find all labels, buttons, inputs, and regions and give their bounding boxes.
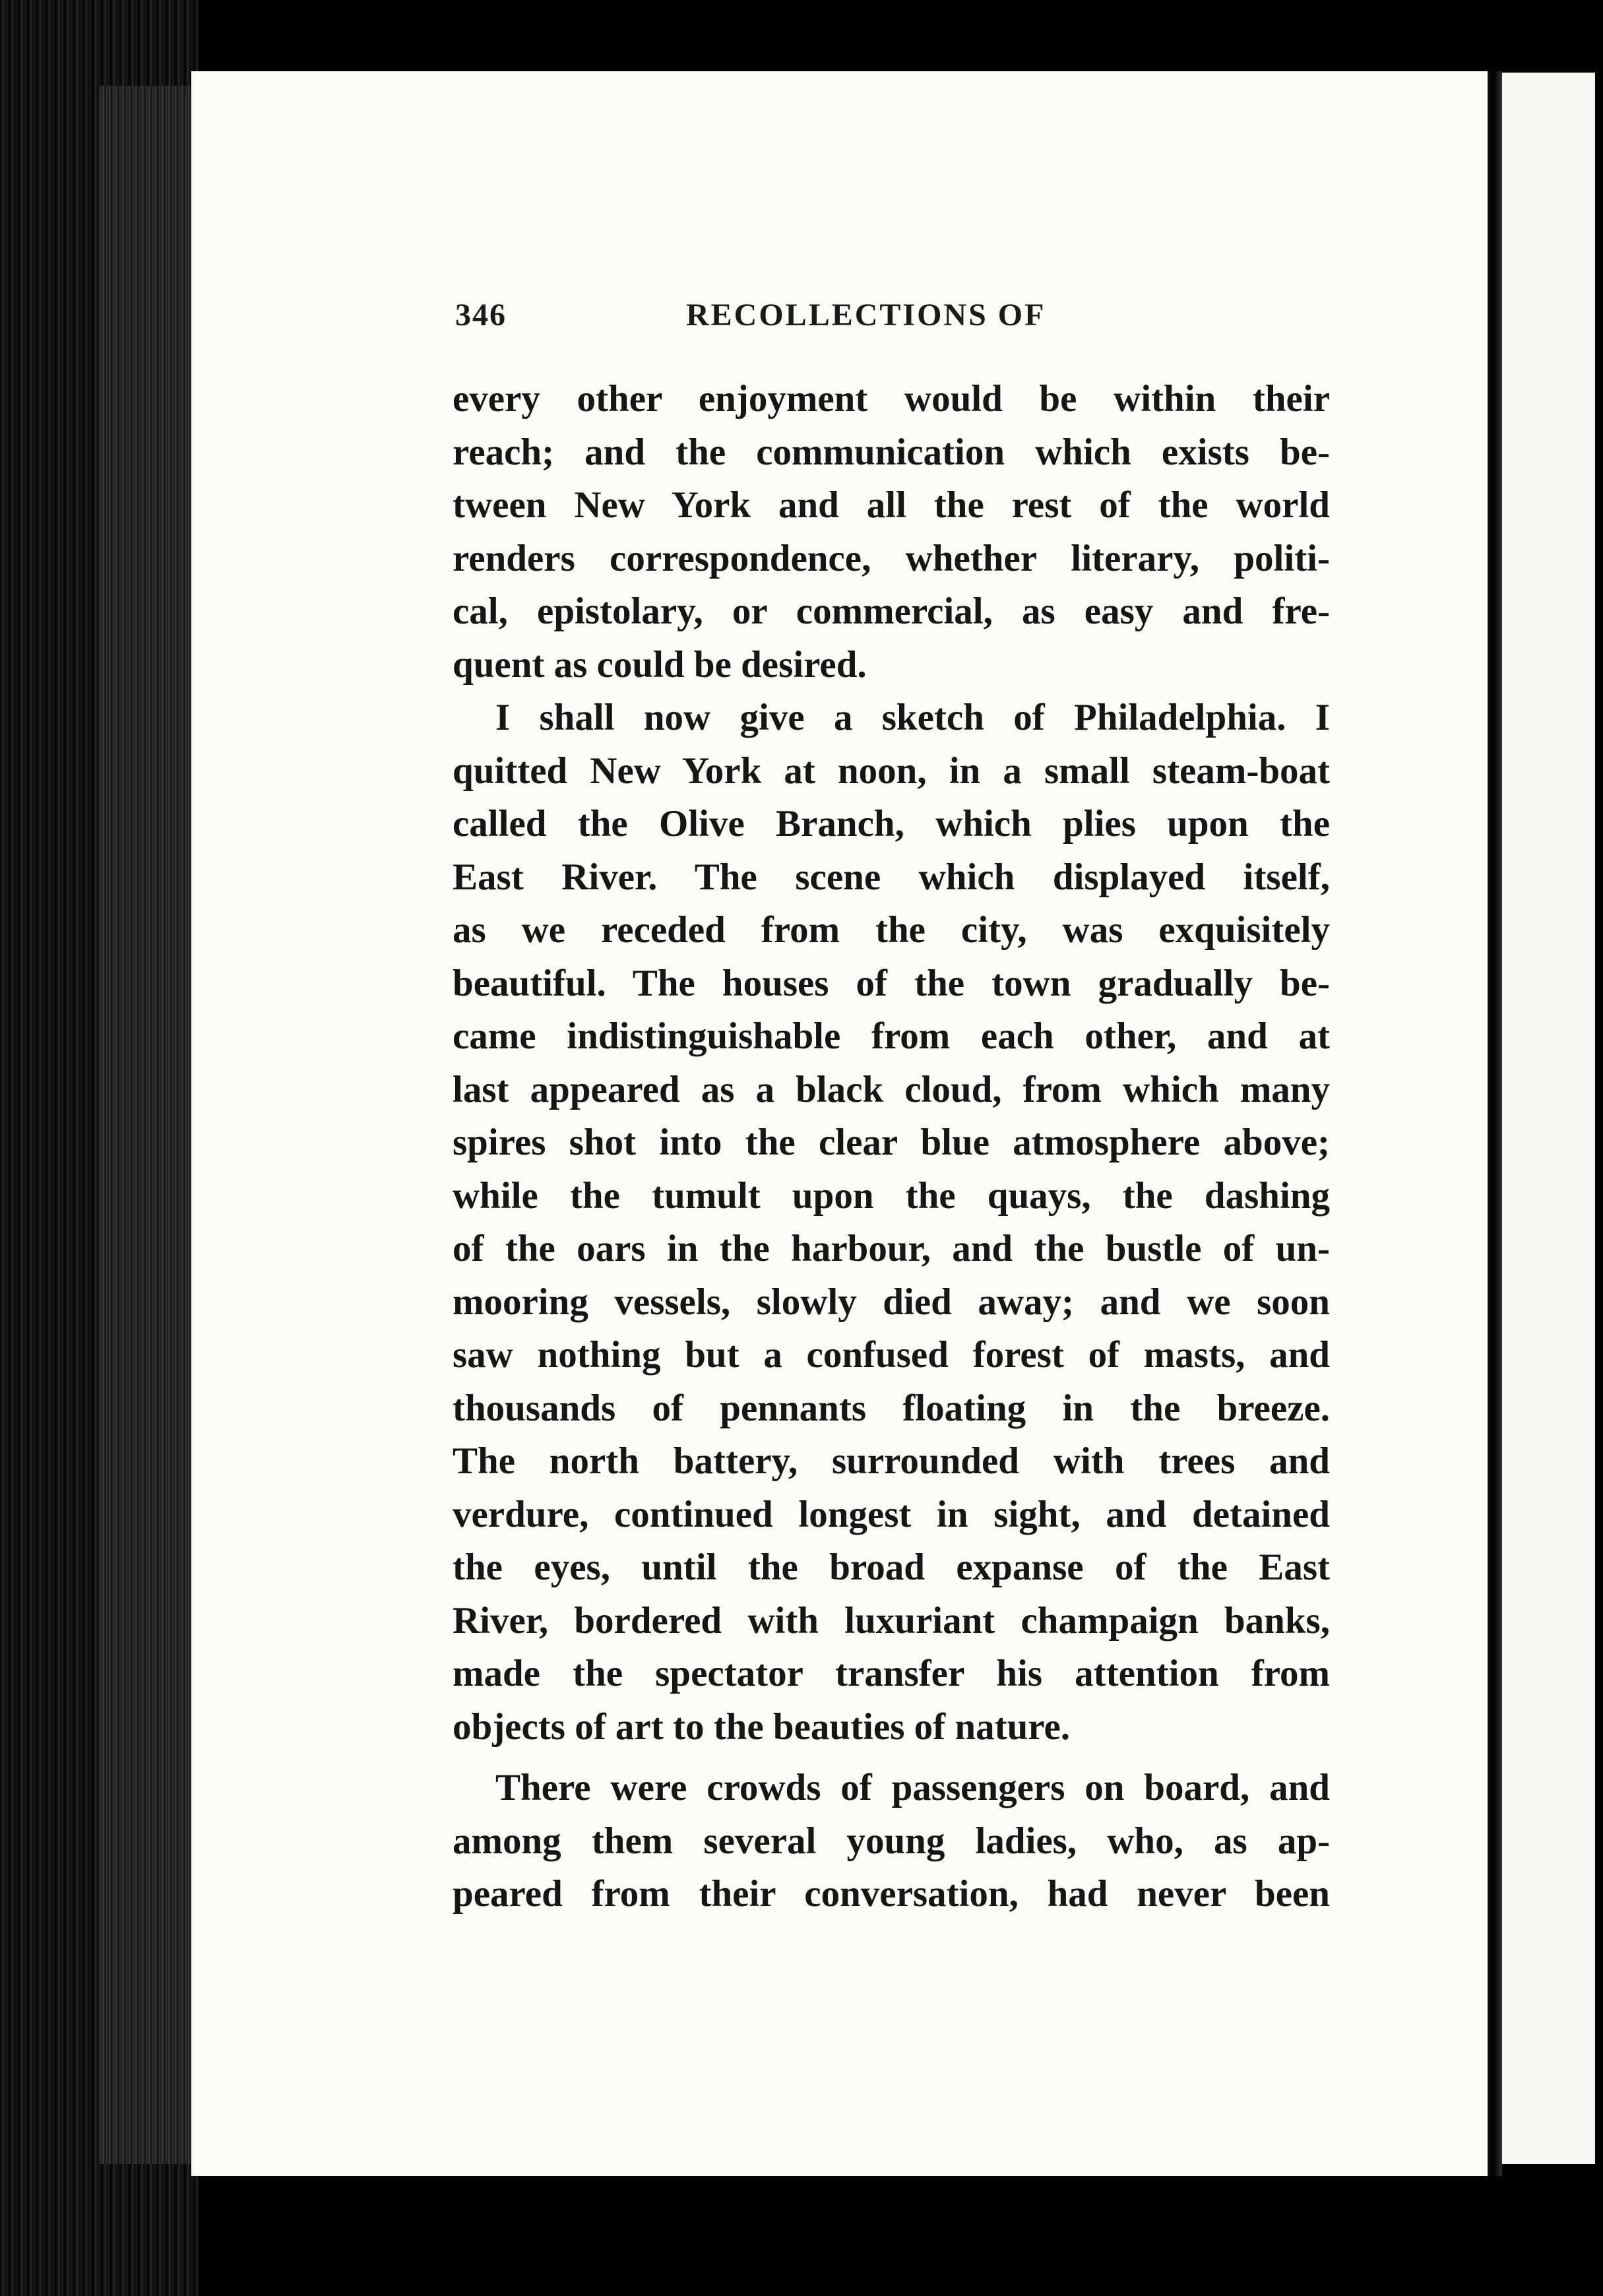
text-line: East River. The scene which displayed itself,: [453, 856, 1330, 898]
text-line: There were crowds of passengers on board, and: [495, 1767, 1330, 1808]
text-line: mooring vessels, slowly died away; and we soon: [453, 1281, 1330, 1323]
text-line: came indistinguishable from each other, and at: [453, 1015, 1330, 1057]
text-line: among them several young ladies, who, as ap-: [453, 1820, 1330, 1862]
page-edges: [99, 86, 191, 2164]
text-line: every other enjoyment would be within their: [453, 378, 1330, 420]
text-line: the eyes, until the broad expanse of the East: [453, 1547, 1330, 1588]
text-line: quitted New York at noon, in a small steam-boat: [453, 749, 1330, 792]
text-line: The north battery, surrounded with trees and: [453, 1440, 1330, 1482]
text-line: renders correspondence, whether literary, politi-: [453, 537, 1330, 579]
text-line: of the oars in the harbour, and the bustle of un-: [453, 1228, 1330, 1269]
text-line: tween New York and all the rest of the world: [453, 484, 1330, 526]
body-text: [453, 373, 1330, 1921]
text-line: last appeared as a black cloud, from which many: [453, 1068, 1330, 1110]
text-line: made the spectator transfer his attention from: [453, 1653, 1330, 1694]
text-line: as we receded from the city, was exquisitely: [453, 909, 1330, 951]
facing-page-edge: [1496, 73, 1595, 2164]
text-line: objects of art to the beauties of nature.: [453, 1706, 1071, 1748]
page-header: [455, 297, 1329, 343]
text-line: verdure, continued longest in sight, and detained: [453, 1493, 1330, 1535]
text-line: peared from their conversation, had never been: [453, 1873, 1330, 1915]
text-line: thousands of pennants floating in the breeze.: [453, 1387, 1330, 1429]
text-line: saw nothing but a confused forest of masts, and: [453, 1334, 1330, 1376]
text-line: River, bordered with luxuriant champaign banks,: [453, 1599, 1330, 1642]
running-title: RECOLLECTIONS OF: [686, 298, 1046, 333]
text-line: beautiful. The houses of the town gradually be-: [453, 962, 1330, 1004]
text-line: while the tumult upon the quays, the dashing: [453, 1174, 1330, 1217]
text-line: cal, epistolary, or commercial, as easy and fre-: [453, 590, 1330, 632]
text-line: called the Olive Branch, which plies upon the: [453, 803, 1330, 845]
text-line: spires shot into the clear blue atmosphere above;: [453, 1122, 1330, 1163]
gutter-shadow: [1488, 71, 1502, 2176]
text-line: I shall now give a sketch of Philadelphia. I: [495, 697, 1330, 738]
page-number: 346: [455, 298, 507, 333]
text-line: reach; and the communication which exists be-: [453, 431, 1330, 473]
text-line: quent as could be desired.: [453, 643, 867, 686]
